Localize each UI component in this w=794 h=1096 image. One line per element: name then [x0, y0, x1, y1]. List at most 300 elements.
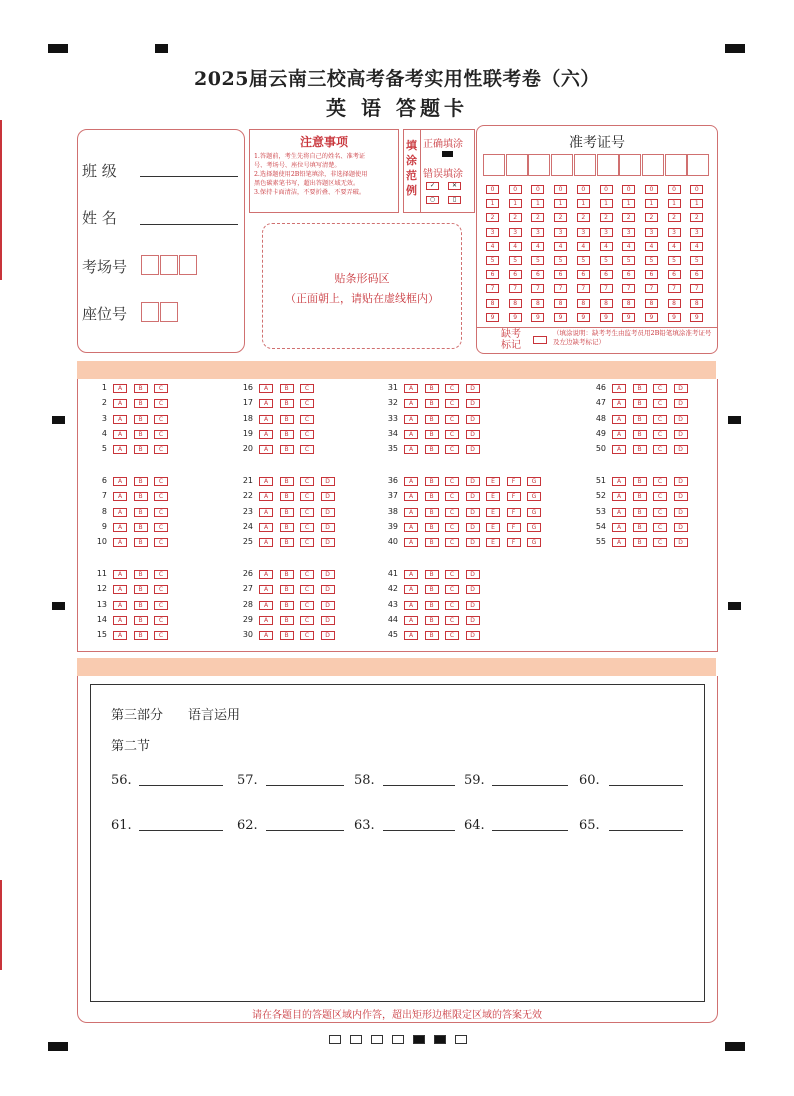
id-write-box[interactable]	[574, 154, 596, 176]
option-bubble[interactable]: G	[527, 492, 541, 501]
option-bubble[interactable]: A	[404, 492, 418, 501]
id-digit-bubble[interactable]: 9	[668, 313, 681, 322]
option-bubble[interactable]: B	[134, 631, 148, 640]
option-bubble[interactable]: C	[300, 477, 314, 486]
option-bubble[interactable]: D	[466, 399, 480, 408]
id-digit-bubble[interactable]: 5	[509, 256, 522, 265]
option-bubble[interactable]: D	[466, 523, 480, 532]
option-bubble[interactable]: A	[113, 570, 127, 579]
option-bubble[interactable]: A	[259, 508, 273, 517]
id-digit-bubble[interactable]: 6	[645, 270, 658, 279]
option-bubble[interactable]: C	[445, 399, 459, 408]
id-digit-bubble[interactable]: 4	[622, 242, 635, 251]
option-bubble[interactable]: B	[134, 601, 148, 610]
id-digit-bubble[interactable]: 7	[554, 284, 567, 293]
option-bubble[interactable]: E	[486, 538, 500, 547]
id-digit-bubble[interactable]: 9	[600, 313, 613, 322]
id-digit-bubble[interactable]: 7	[531, 284, 544, 293]
option-bubble[interactable]: A	[113, 538, 127, 547]
option-bubble[interactable]: C	[445, 445, 459, 454]
option-bubble[interactable]: A	[259, 384, 273, 393]
answer-blank[interactable]	[492, 829, 568, 831]
option-bubble[interactable]: B	[425, 538, 439, 547]
id-digit-bubble[interactable]: 2	[690, 213, 703, 222]
id-digit-bubble[interactable]: 3	[531, 228, 544, 237]
option-bubble[interactable]: A	[113, 616, 127, 625]
option-bubble[interactable]: E	[486, 492, 500, 501]
option-bubble[interactable]: A	[612, 492, 626, 501]
option-bubble[interactable]: B	[425, 430, 439, 439]
id-digit-bubble[interactable]: 1	[509, 199, 522, 208]
option-bubble[interactable]: C	[300, 631, 314, 640]
option-bubble[interactable]: A	[113, 430, 127, 439]
option-bubble[interactable]: C	[653, 523, 667, 532]
id-digit-bubble[interactable]: 2	[577, 213, 590, 222]
option-bubble[interactable]: A	[404, 631, 418, 640]
option-bubble[interactable]: B	[280, 538, 294, 547]
id-write-box[interactable]	[483, 154, 505, 176]
id-digit-bubble[interactable]: 3	[554, 228, 567, 237]
seat-boxes[interactable]	[141, 301, 179, 322]
option-bubble[interactable]: B	[425, 415, 439, 424]
option-bubble[interactable]: C	[300, 601, 314, 610]
id-digit-bubble[interactable]: 5	[690, 256, 703, 265]
option-bubble[interactable]: A	[113, 399, 127, 408]
option-bubble[interactable]: A	[259, 538, 273, 547]
option-bubble[interactable]: B	[280, 477, 294, 486]
answer-blank[interactable]	[383, 829, 455, 831]
id-digit-bubble[interactable]: 9	[531, 313, 544, 322]
id-digit-bubble[interactable]: 4	[690, 242, 703, 251]
option-bubble[interactable]: C	[300, 508, 314, 517]
option-bubble[interactable]: A	[612, 384, 626, 393]
id-digit-bubble[interactable]: 6	[577, 270, 590, 279]
option-bubble[interactable]: D	[466, 492, 480, 501]
option-bubble[interactable]: A	[259, 399, 273, 408]
option-bubble[interactable]: A	[113, 585, 127, 594]
option-bubble[interactable]: C	[445, 523, 459, 532]
option-bubble[interactable]: A	[259, 477, 273, 486]
option-bubble[interactable]: D	[466, 538, 480, 547]
option-bubble[interactable]: B	[280, 492, 294, 501]
option-bubble[interactable]: A	[404, 570, 418, 579]
id-digit-bubble[interactable]: 9	[622, 313, 635, 322]
option-bubble[interactable]: B	[425, 492, 439, 501]
id-digit-bubble[interactable]: 8	[554, 299, 567, 308]
option-bubble[interactable]: C	[154, 585, 168, 594]
option-bubble[interactable]: C	[445, 415, 459, 424]
id-digit-bubble[interactable]: 9	[690, 313, 703, 322]
option-bubble[interactable]: A	[113, 523, 127, 532]
option-bubble[interactable]: D	[321, 523, 335, 532]
option-bubble[interactable]: A	[404, 601, 418, 610]
option-bubble[interactable]: B	[425, 601, 439, 610]
room-box[interactable]	[141, 255, 159, 275]
id-digit-bubble[interactable]: 8	[668, 299, 681, 308]
class-field[interactable]	[140, 176, 238, 177]
option-bubble[interactable]: C	[653, 415, 667, 424]
option-bubble[interactable]: D	[321, 492, 335, 501]
option-bubble[interactable]: D	[321, 538, 335, 547]
option-bubble[interactable]: A	[259, 523, 273, 532]
option-bubble[interactable]: C	[653, 508, 667, 517]
option-bubble[interactable]: D	[674, 415, 688, 424]
option-bubble[interactable]: B	[280, 631, 294, 640]
answer-blank[interactable]	[139, 784, 223, 786]
option-bubble[interactable]: A	[259, 616, 273, 625]
option-bubble[interactable]: D	[674, 399, 688, 408]
id-digit-bubble[interactable]: 3	[668, 228, 681, 237]
option-bubble[interactable]: C	[154, 415, 168, 424]
id-digit-bubble[interactable]: 2	[531, 213, 544, 222]
option-bubble[interactable]: A	[113, 415, 127, 424]
option-bubble[interactable]: A	[113, 601, 127, 610]
id-digit-bubble[interactable]: 4	[645, 242, 658, 251]
option-bubble[interactable]: C	[653, 430, 667, 439]
id-digit-bubble[interactable]: 7	[600, 284, 613, 293]
option-bubble[interactable]: B	[280, 508, 294, 517]
id-digit-bubble[interactable]: 0	[531, 185, 544, 194]
option-bubble[interactable]: D	[321, 477, 335, 486]
option-bubble[interactable]: C	[154, 508, 168, 517]
id-digit-bubble[interactable]: 2	[668, 213, 681, 222]
option-bubble[interactable]: D	[466, 616, 480, 625]
id-digit-bubble[interactable]: 5	[554, 256, 567, 265]
option-bubble[interactable]: C	[445, 430, 459, 439]
id-digit-bubble[interactable]: 1	[690, 199, 703, 208]
option-bubble[interactable]: C	[445, 585, 459, 594]
option-bubble[interactable]: B	[280, 445, 294, 454]
option-bubble[interactable]: B	[425, 631, 439, 640]
id-digit-bubble[interactable]: 1	[645, 199, 658, 208]
option-bubble[interactable]: B	[633, 430, 647, 439]
answer-blank[interactable]	[383, 784, 455, 786]
option-bubble[interactable]: D	[466, 508, 480, 517]
option-bubble[interactable]: D	[466, 631, 480, 640]
option-bubble[interactable]: C	[154, 445, 168, 454]
option-bubble[interactable]: C	[653, 445, 667, 454]
answer-blank[interactable]	[492, 784, 568, 786]
id-digit-bubble[interactable]: 4	[600, 242, 613, 251]
option-bubble[interactable]: D	[466, 570, 480, 579]
option-bubble[interactable]: F	[507, 492, 521, 501]
id-digit-bubble[interactable]: 4	[531, 242, 544, 251]
id-digit-bubble[interactable]: 6	[600, 270, 613, 279]
id-digit-bubble[interactable]: 2	[622, 213, 635, 222]
id-digit-bubble[interactable]: 8	[622, 299, 635, 308]
option-bubble[interactable]: A	[612, 523, 626, 532]
option-bubble[interactable]: B	[134, 477, 148, 486]
absent-bubble[interactable]	[533, 336, 547, 344]
option-bubble[interactable]: D	[674, 492, 688, 501]
option-bubble[interactable]: D	[674, 508, 688, 517]
option-bubble[interactable]: B	[425, 384, 439, 393]
room-box[interactable]	[179, 255, 197, 275]
option-bubble[interactable]: C	[300, 616, 314, 625]
id-digit-bubble[interactable]: 6	[690, 270, 703, 279]
id-digit-bubble[interactable]: 6	[622, 270, 635, 279]
id-digit-bubble[interactable]: 5	[486, 256, 499, 265]
id-digit-bubble[interactable]: 3	[645, 228, 658, 237]
id-digit-bubble[interactable]: 8	[600, 299, 613, 308]
id-digit-bubble[interactable]: 9	[577, 313, 590, 322]
id-write-box[interactable]	[665, 154, 687, 176]
id-digit-bubble[interactable]: 7	[645, 284, 658, 293]
id-write-box[interactable]	[528, 154, 550, 176]
id-digit-bubble[interactable]: 5	[531, 256, 544, 265]
id-digit-bubble[interactable]: 7	[486, 284, 499, 293]
id-digit-bubble[interactable]: 4	[486, 242, 499, 251]
option-bubble[interactable]: G	[527, 538, 541, 547]
id-write-box[interactable]	[619, 154, 641, 176]
option-bubble[interactable]: C	[300, 538, 314, 547]
id-digit-bubble[interactable]: 9	[554, 313, 567, 322]
option-bubble[interactable]: B	[134, 585, 148, 594]
id-digit-bubble[interactable]: 7	[577, 284, 590, 293]
id-digit-bubble[interactable]: 0	[622, 185, 635, 194]
id-digit-bubble[interactable]: 0	[486, 185, 499, 194]
id-digit-bubble[interactable]: 0	[577, 185, 590, 194]
option-bubble[interactable]: A	[259, 631, 273, 640]
id-digit-bubble[interactable]: 2	[486, 213, 499, 222]
option-bubble[interactable]: C	[154, 538, 168, 547]
option-bubble[interactable]: A	[612, 477, 626, 486]
option-bubble[interactable]: C	[445, 477, 459, 486]
id-digit-bubble[interactable]: 4	[577, 242, 590, 251]
seat-box[interactable]	[141, 302, 159, 322]
option-bubble[interactable]: B	[134, 570, 148, 579]
option-bubble[interactable]: A	[404, 384, 418, 393]
option-bubble[interactable]: B	[425, 523, 439, 532]
option-bubble[interactable]: A	[612, 415, 626, 424]
id-digit-bubble[interactable]: 7	[690, 284, 703, 293]
option-bubble[interactable]: A	[404, 415, 418, 424]
option-bubble[interactable]: B	[134, 415, 148, 424]
id-digit-bubble[interactable]: 4	[668, 242, 681, 251]
id-digit-bubble[interactable]: 1	[554, 199, 567, 208]
option-bubble[interactable]: C	[300, 415, 314, 424]
option-bubble[interactable]: B	[280, 399, 294, 408]
answer-blank[interactable]	[266, 784, 344, 786]
id-digit-bubble[interactable]: 6	[668, 270, 681, 279]
option-bubble[interactable]: C	[154, 384, 168, 393]
id-digit-bubble[interactable]: 1	[577, 199, 590, 208]
option-bubble[interactable]: A	[404, 508, 418, 517]
id-digit-bubble[interactable]: 2	[509, 213, 522, 222]
option-bubble[interactable]: A	[404, 430, 418, 439]
option-bubble[interactable]: A	[113, 492, 127, 501]
id-digit-bubble[interactable]: 7	[509, 284, 522, 293]
option-bubble[interactable]: B	[633, 523, 647, 532]
id-digit-bubble[interactable]: 1	[531, 199, 544, 208]
option-bubble[interactable]: B	[425, 477, 439, 486]
option-bubble[interactable]: F	[507, 508, 521, 517]
option-bubble[interactable]: A	[259, 585, 273, 594]
id-digit-bubble[interactable]: 0	[668, 185, 681, 194]
id-digit-bubble[interactable]: 4	[509, 242, 522, 251]
id-digit-bubble[interactable]: 1	[668, 199, 681, 208]
id-digit-bubble[interactable]: 5	[622, 256, 635, 265]
option-bubble[interactable]: B	[134, 445, 148, 454]
id-digit-bubble[interactable]: 2	[600, 213, 613, 222]
option-bubble[interactable]: D	[466, 601, 480, 610]
option-bubble[interactable]: B	[633, 538, 647, 547]
option-bubble[interactable]: B	[633, 384, 647, 393]
id-digit-bubble[interactable]: 8	[577, 299, 590, 308]
option-bubble[interactable]: D	[321, 616, 335, 625]
option-bubble[interactable]: A	[404, 445, 418, 454]
id-digit-bubble[interactable]: 2	[645, 213, 658, 222]
option-bubble[interactable]: B	[134, 492, 148, 501]
option-bubble[interactable]: A	[113, 384, 127, 393]
id-digit-bubble[interactable]: 4	[554, 242, 567, 251]
option-bubble[interactable]: B	[134, 399, 148, 408]
id-digit-bubble[interactable]: 0	[645, 185, 658, 194]
option-bubble[interactable]: B	[280, 415, 294, 424]
option-bubble[interactable]: C	[445, 601, 459, 610]
id-digit-bubble[interactable]: 0	[600, 185, 613, 194]
option-bubble[interactable]: D	[674, 538, 688, 547]
id-digit-bubble[interactable]: 3	[622, 228, 635, 237]
option-bubble[interactable]: D	[321, 585, 335, 594]
id-digit-bubble[interactable]: 8	[690, 299, 703, 308]
option-bubble[interactable]: C	[300, 430, 314, 439]
answer-blank[interactable]	[266, 829, 344, 831]
id-digit-bubble[interactable]: 9	[645, 313, 658, 322]
option-bubble[interactable]: A	[259, 570, 273, 579]
option-bubble[interactable]: A	[612, 508, 626, 517]
option-bubble[interactable]: B	[425, 399, 439, 408]
id-digit-bubble[interactable]: 3	[600, 228, 613, 237]
option-bubble[interactable]: C	[653, 538, 667, 547]
option-bubble[interactable]: A	[259, 415, 273, 424]
option-bubble[interactable]: D	[674, 384, 688, 393]
option-bubble[interactable]: D	[466, 445, 480, 454]
option-bubble[interactable]: E	[486, 477, 500, 486]
option-bubble[interactable]: A	[259, 445, 273, 454]
option-bubble[interactable]: A	[259, 492, 273, 501]
option-bubble[interactable]: B	[134, 523, 148, 532]
option-bubble[interactable]: A	[404, 399, 418, 408]
option-bubble[interactable]: C	[300, 585, 314, 594]
seat-box[interactable]	[160, 302, 178, 322]
id-digit-bubble[interactable]: 7	[622, 284, 635, 293]
option-bubble[interactable]: C	[445, 492, 459, 501]
option-bubble[interactable]: A	[113, 631, 127, 640]
name-field[interactable]	[140, 224, 238, 225]
id-digit-bubble[interactable]: 8	[531, 299, 544, 308]
option-bubble[interactable]: A	[404, 538, 418, 547]
option-bubble[interactable]: C	[154, 601, 168, 610]
option-bubble[interactable]: C	[154, 477, 168, 486]
id-digit-bubble[interactable]: 6	[531, 270, 544, 279]
id-digit-bubble[interactable]: 3	[509, 228, 522, 237]
option-bubble[interactable]: B	[280, 384, 294, 393]
option-bubble[interactable]: D	[674, 523, 688, 532]
option-bubble[interactable]: C	[154, 399, 168, 408]
answer-blank[interactable]	[609, 784, 683, 786]
answer-area[interactable]	[90, 684, 705, 1002]
id-digit-bubble[interactable]: 5	[645, 256, 658, 265]
option-bubble[interactable]: C	[653, 384, 667, 393]
option-bubble[interactable]: B	[633, 508, 647, 517]
option-bubble[interactable]: B	[280, 430, 294, 439]
option-bubble[interactable]: C	[300, 523, 314, 532]
option-bubble[interactable]: C	[300, 492, 314, 501]
option-bubble[interactable]: B	[425, 508, 439, 517]
id-digit-bubble[interactable]: 8	[645, 299, 658, 308]
option-bubble[interactable]: C	[445, 631, 459, 640]
id-digit-bubble[interactable]: 8	[486, 299, 499, 308]
option-bubble[interactable]: C	[445, 616, 459, 625]
id-digit-bubble[interactable]: 3	[690, 228, 703, 237]
id-write-box[interactable]	[551, 154, 573, 176]
id-digit-bubble[interactable]: 3	[577, 228, 590, 237]
id-digit-bubble[interactable]: 0	[554, 185, 567, 194]
id-digit-bubble[interactable]: 0	[509, 185, 522, 194]
option-bubble[interactable]: B	[134, 430, 148, 439]
option-bubble[interactable]: B	[425, 616, 439, 625]
option-bubble[interactable]: A	[404, 616, 418, 625]
option-bubble[interactable]: D	[466, 430, 480, 439]
option-bubble[interactable]: C	[445, 508, 459, 517]
id-digit-bubble[interactable]: 1	[600, 199, 613, 208]
option-bubble[interactable]: C	[653, 477, 667, 486]
option-bubble[interactable]: B	[633, 445, 647, 454]
option-bubble[interactable]: A	[259, 430, 273, 439]
id-digit-bubble[interactable]: 3	[486, 228, 499, 237]
option-bubble[interactable]: B	[280, 523, 294, 532]
id-digit-bubble[interactable]: 1	[486, 199, 499, 208]
room-boxes[interactable]	[141, 254, 198, 275]
id-write-box[interactable]	[506, 154, 528, 176]
id-digit-bubble[interactable]: 7	[668, 284, 681, 293]
id-digit-bubble[interactable]: 0	[690, 185, 703, 194]
option-bubble[interactable]: A	[404, 585, 418, 594]
option-bubble[interactable]: D	[674, 445, 688, 454]
option-bubble[interactable]: C	[154, 492, 168, 501]
option-bubble[interactable]: C	[445, 384, 459, 393]
id-write-box[interactable]	[642, 154, 664, 176]
option-bubble[interactable]: A	[113, 477, 127, 486]
option-bubble[interactable]: G	[527, 477, 541, 486]
option-bubble[interactable]: D	[321, 601, 335, 610]
option-bubble[interactable]: B	[425, 585, 439, 594]
option-bubble[interactable]: B	[633, 492, 647, 501]
option-bubble[interactable]: F	[507, 523, 521, 532]
id-digit-bubble[interactable]: 6	[486, 270, 499, 279]
option-bubble[interactable]: D	[674, 477, 688, 486]
option-bubble[interactable]: D	[321, 508, 335, 517]
id-digit-bubble[interactable]: 2	[554, 213, 567, 222]
option-bubble[interactable]: C	[154, 430, 168, 439]
option-bubble[interactable]: D	[466, 384, 480, 393]
option-bubble[interactable]: A	[404, 477, 418, 486]
option-bubble[interactable]: D	[466, 477, 480, 486]
option-bubble[interactable]: F	[507, 538, 521, 547]
option-bubble[interactable]: C	[300, 384, 314, 393]
option-bubble[interactable]: B	[134, 384, 148, 393]
option-bubble[interactable]: C	[154, 523, 168, 532]
option-bubble[interactable]: C	[653, 492, 667, 501]
option-bubble[interactable]: F	[507, 477, 521, 486]
option-bubble[interactable]: A	[612, 399, 626, 408]
option-bubble[interactable]: C	[300, 399, 314, 408]
option-bubble[interactable]: C	[445, 538, 459, 547]
option-bubble[interactable]: C	[300, 445, 314, 454]
id-write-box[interactable]	[597, 154, 619, 176]
option-bubble[interactable]: B	[280, 585, 294, 594]
